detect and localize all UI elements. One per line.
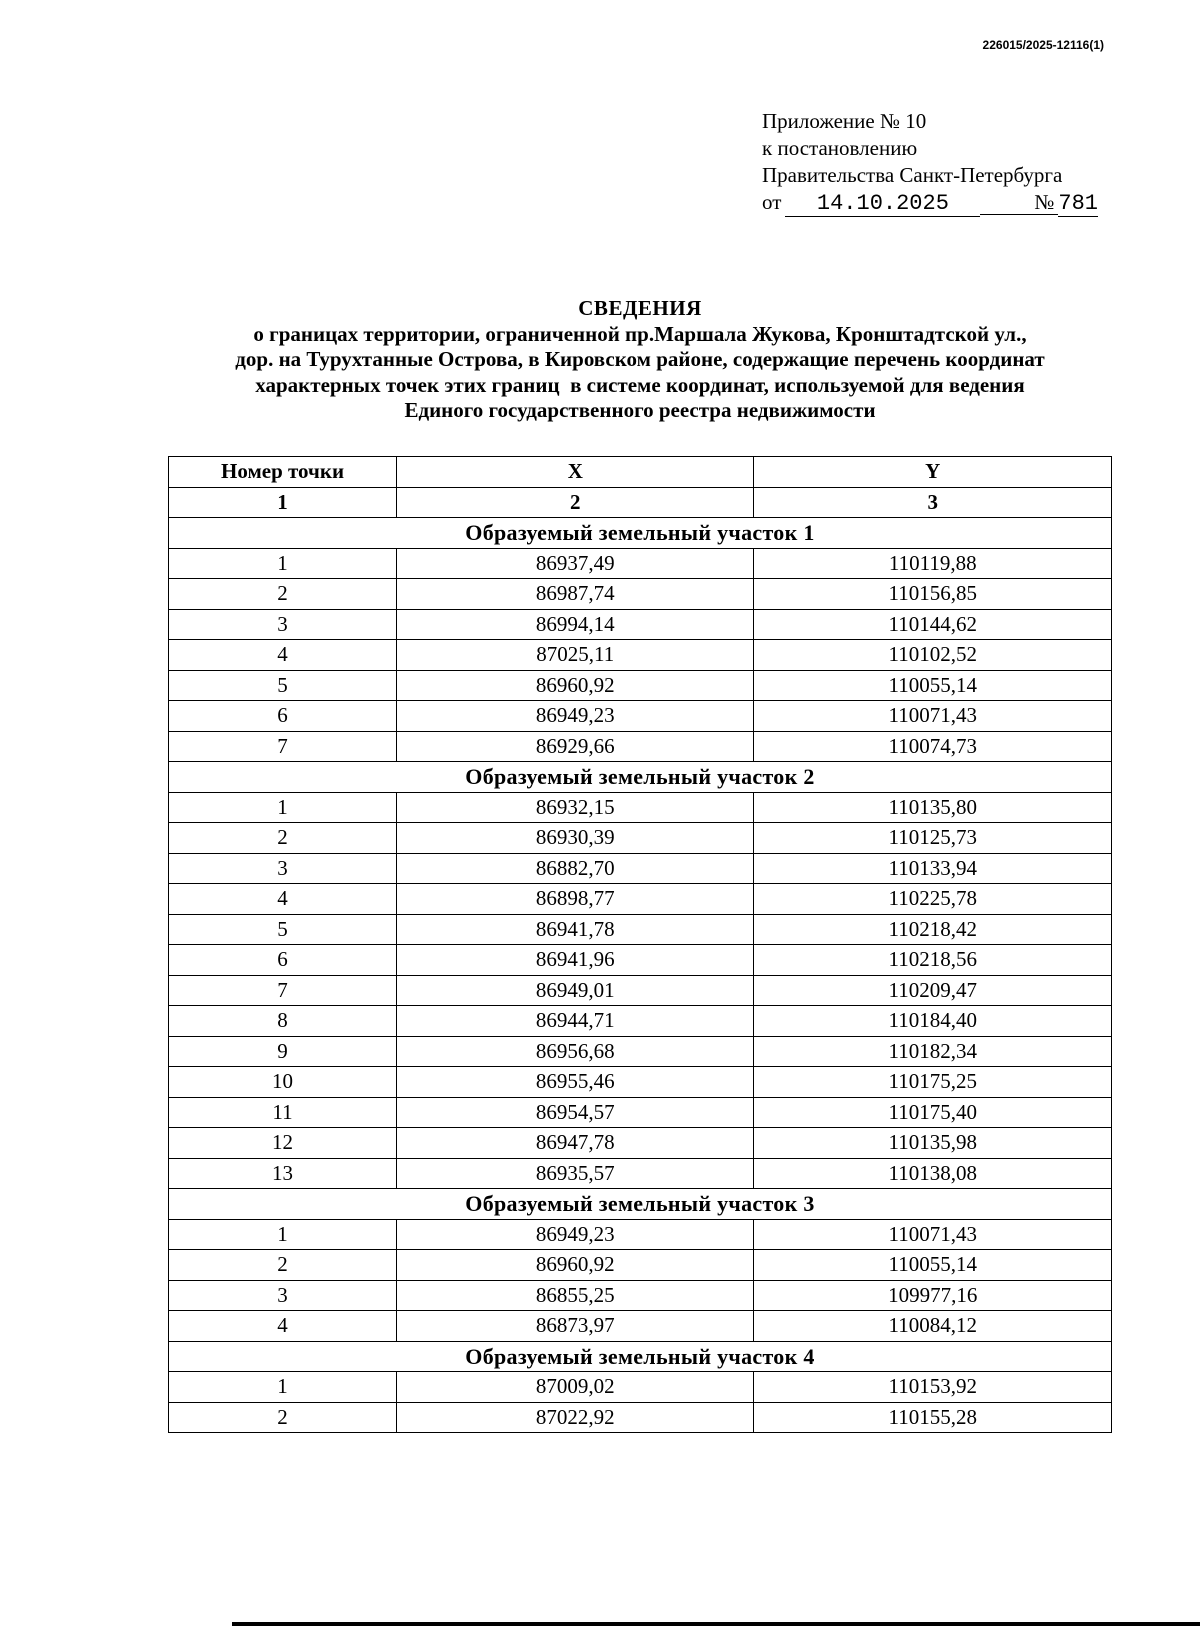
point-number-cell: 7	[169, 975, 397, 1006]
y-coordinate-cell: 110184,40	[754, 1006, 1112, 1037]
table-row	[169, 1402, 1112, 1433]
table-row	[169, 914, 1112, 945]
x-coordinate-cell: 86987,74	[397, 579, 754, 610]
y-coordinate-cell: 110155,28	[754, 1402, 1112, 1433]
point-number-cell: 4	[169, 640, 397, 671]
table-row	[169, 1280, 1112, 1311]
resolution-number: 781	[1058, 191, 1099, 216]
table-row	[169, 548, 1112, 579]
x-coordinate-cell: 86855,25	[397, 1280, 754, 1311]
point-number-cell: 2	[169, 579, 397, 610]
header-y: Y	[754, 457, 1112, 488]
point-number-cell: 2	[169, 1250, 397, 1281]
table-row	[169, 1372, 1112, 1403]
y-coordinate-cell: 110135,98	[754, 1128, 1112, 1159]
y-coordinate-cell: 110138,08	[754, 1158, 1112, 1189]
y-coordinate-cell: 110055,14	[754, 1250, 1112, 1281]
table-row	[169, 1036, 1112, 1067]
table-row	[169, 853, 1112, 884]
table-row	[169, 1311, 1112, 1342]
group-title: Образуемый земельный участок 1	[169, 518, 1112, 549]
from-label: от	[762, 190, 782, 214]
column-number-2: 2	[397, 487, 754, 518]
coordinates-table	[168, 456, 1112, 1433]
x-coordinate-cell: 86960,92	[397, 1250, 754, 1281]
table-row	[169, 1250, 1112, 1281]
y-coordinate-cell: 110218,56	[754, 945, 1112, 976]
group-title: Образуемый земельный участок 2	[169, 762, 1112, 793]
table-row	[169, 731, 1112, 762]
heading-line-3: характерных точек этих границ в системе координат, используемой для ведения	[255, 372, 1025, 397]
y-coordinate-cell: 110102,52	[754, 640, 1112, 671]
point-number-cell: 3	[169, 609, 397, 640]
x-coordinate-cell: 86941,96	[397, 945, 754, 976]
y-coordinate-cell: 110144,62	[754, 609, 1112, 640]
table-row	[169, 1097, 1112, 1128]
x-coordinate-cell: 86929,66	[397, 731, 754, 762]
point-number-cell: 13	[169, 1158, 397, 1189]
y-coordinate-cell: 110182,34	[754, 1036, 1112, 1067]
x-coordinate-cell: 86949,23	[397, 1219, 754, 1250]
document-heading	[150, 296, 1130, 424]
point-number-cell: 5	[169, 914, 397, 945]
y-coordinate-cell: 110218,42	[754, 914, 1112, 945]
y-coordinate-cell: 110225,78	[754, 884, 1112, 915]
resolution-date: 14.10.2025	[785, 192, 980, 217]
heading-line-4: Единого государственного реестра недвижимости	[404, 398, 876, 422]
point-number-cell: 1	[169, 792, 397, 823]
point-number-cell: 4	[169, 884, 397, 915]
y-coordinate-cell: 110084,12	[754, 1311, 1112, 1342]
table-row	[169, 640, 1112, 671]
table-row	[169, 579, 1112, 610]
x-coordinate-cell: 86873,97	[397, 1311, 754, 1342]
x-coordinate-cell: 86930,39	[397, 823, 754, 854]
x-coordinate-cell: 86954,57	[397, 1097, 754, 1128]
x-coordinate-cell: 86949,23	[397, 701, 754, 732]
table-row	[169, 884, 1112, 915]
point-number-cell: 3	[169, 853, 397, 884]
table-row	[169, 609, 1112, 640]
x-coordinate-cell: 87022,92	[397, 1402, 754, 1433]
group-header-row	[169, 762, 1112, 793]
scan-edge-line	[232, 1622, 1200, 1626]
x-coordinate-cell: 86882,70	[397, 853, 754, 884]
appendix-date-line	[762, 189, 1098, 217]
point-number-cell: 1	[169, 548, 397, 579]
y-coordinate-cell: 110175,40	[754, 1097, 1112, 1128]
header-point-number: Номер точки	[169, 457, 397, 488]
group-header-row	[169, 1189, 1112, 1220]
y-coordinate-cell: 109977,16	[754, 1280, 1112, 1311]
heading-line-1: о границах территории, ограниченной пр.Маршала Жукова, Кронштадтской ул.,	[253, 321, 1027, 346]
table-row	[169, 1219, 1112, 1250]
y-coordinate-cell: 110135,80	[754, 792, 1112, 823]
x-coordinate-cell: 86955,46	[397, 1067, 754, 1098]
x-coordinate-cell: 86956,68	[397, 1036, 754, 1067]
x-coordinate-cell: 87009,02	[397, 1372, 754, 1403]
x-coordinate-cell: 87025,11	[397, 640, 754, 671]
point-number-cell: 8	[169, 1006, 397, 1037]
table-row	[169, 670, 1112, 701]
group-title: Образуемый земельный участок 4	[169, 1341, 1112, 1372]
column-number-row	[169, 487, 1112, 518]
y-coordinate-cell: 110119,88	[754, 548, 1112, 579]
group-header-row	[169, 518, 1112, 549]
y-coordinate-cell: 110055,14	[754, 670, 1112, 701]
table-row	[169, 792, 1112, 823]
point-number-cell: 10	[169, 1067, 397, 1098]
header-x: X	[397, 457, 754, 488]
heading-line-2: дор. на Турухтанные Острова, в Кировском районе, содержащие перечень координат	[235, 347, 1045, 371]
x-coordinate-cell: 86935,57	[397, 1158, 754, 1189]
x-coordinate-cell: 86947,78	[397, 1128, 754, 1159]
table-row	[169, 823, 1112, 854]
point-number-cell: 5	[169, 670, 397, 701]
point-number-cell: 11	[169, 1097, 397, 1128]
x-coordinate-cell: 86994,14	[397, 609, 754, 640]
appendix-line-3: Правительства Санкт-Петербурга	[762, 163, 1063, 187]
x-coordinate-cell: 86949,01	[397, 975, 754, 1006]
table-row	[169, 1128, 1112, 1159]
table-row	[169, 1158, 1112, 1189]
document-id: 226015/2025-12116(1)	[982, 38, 1104, 52]
point-number-cell: 6	[169, 701, 397, 732]
table-row	[169, 945, 1112, 976]
x-coordinate-cell: 86960,92	[397, 670, 754, 701]
point-number-cell: 9	[169, 1036, 397, 1067]
y-coordinate-cell: 110071,43	[754, 1219, 1112, 1250]
appendix-line-2: к постановлению	[762, 136, 918, 160]
appendix-line-1: Приложение № 10	[762, 109, 927, 133]
column-number-1: 1	[169, 487, 397, 518]
table-row	[169, 1067, 1112, 1098]
table-row	[169, 701, 1112, 732]
table-header-row	[169, 457, 1112, 488]
y-coordinate-cell: 110074,73	[754, 731, 1112, 762]
point-number-cell: 2	[169, 1402, 397, 1433]
y-coordinate-cell: 110156,85	[754, 579, 1112, 610]
x-coordinate-cell: 86937,49	[397, 548, 754, 579]
y-coordinate-cell: 110175,25	[754, 1067, 1112, 1098]
point-number-cell: 4	[169, 1311, 397, 1342]
group-title: Образуемый земельный участок 3	[169, 1189, 1112, 1220]
point-number-cell: 1	[169, 1372, 397, 1403]
x-coordinate-cell: 86944,71	[397, 1006, 754, 1037]
point-number-cell: 7	[169, 731, 397, 762]
number-label: №	[980, 190, 1058, 215]
table-row	[169, 1006, 1112, 1037]
point-number-cell: 1	[169, 1219, 397, 1250]
x-coordinate-cell: 86932,15	[397, 792, 754, 823]
point-number-cell: 2	[169, 823, 397, 854]
heading-title: СВЕДЕНИЯ	[578, 296, 702, 320]
y-coordinate-cell: 110071,43	[754, 701, 1112, 732]
y-coordinate-cell: 110125,73	[754, 823, 1112, 854]
column-number-3: 3	[754, 487, 1112, 518]
coordinates-table-body	[169, 487, 1112, 1433]
x-coordinate-cell: 86941,78	[397, 914, 754, 945]
point-number-cell: 6	[169, 945, 397, 976]
point-number-cell: 3	[169, 1280, 397, 1311]
x-coordinate-cell: 86898,77	[397, 884, 754, 915]
y-coordinate-cell: 110153,92	[754, 1372, 1112, 1403]
appendix-block	[762, 108, 1098, 217]
y-coordinate-cell: 110209,47	[754, 975, 1112, 1006]
group-header-row	[169, 1341, 1112, 1372]
table-row	[169, 975, 1112, 1006]
point-number-cell: 12	[169, 1128, 397, 1159]
y-coordinate-cell: 110133,94	[754, 853, 1112, 884]
